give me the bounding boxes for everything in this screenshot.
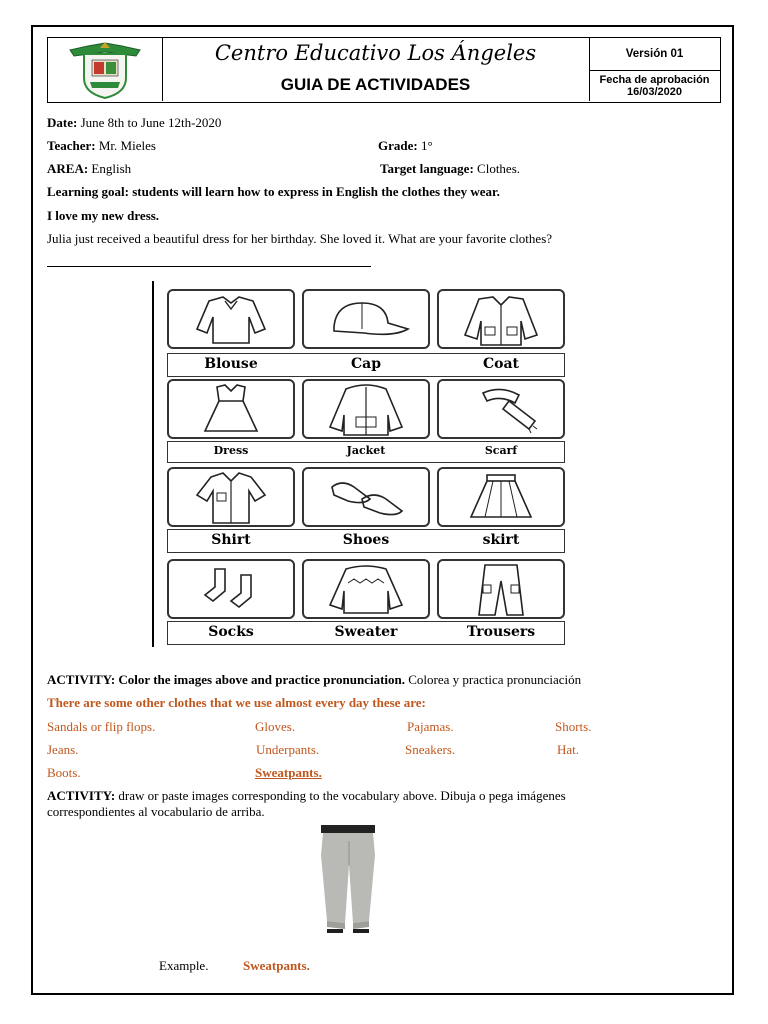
shirt-cell — [167, 467, 295, 527]
skirt-label: skirt — [482, 532, 520, 548]
skirt-cell — [437, 467, 565, 527]
doc-title: GUIA DE ACTIVIDADES — [280, 75, 471, 94]
grade-line — [378, 138, 433, 154]
approval-label: Fecha de aprobación — [599, 74, 710, 86]
vocab-item: Shorts. — [555, 719, 592, 734]
vocab-item-highlighted: Sweatpants. — [255, 765, 322, 780]
vocab-item: Sandals or flip flops. — [47, 719, 156, 734]
shirt-label: Shirt — [211, 532, 251, 548]
school-name: Centro Educativo Los Ángeles — [214, 41, 537, 65]
date-label: Date: — [47, 115, 78, 130]
sweater-cell — [302, 559, 430, 619]
example-label: Example. — [159, 958, 209, 973]
answer-line — [47, 266, 371, 267]
sweater-label: Sweater — [334, 624, 398, 640]
target-value: Clothes. — [473, 161, 521, 176]
date-line — [47, 115, 221, 131]
jacket-label: Jacket — [346, 444, 386, 457]
activity2-line1 — [47, 788, 566, 804]
vocab-item: Pajamas. — [407, 719, 454, 734]
blouse-label: Blouse — [204, 356, 258, 372]
area-label: AREA: — [47, 161, 89, 176]
area-value: English — [88, 161, 132, 176]
cap-icon — [304, 291, 428, 347]
clothes-grid — [152, 281, 572, 647]
vocab-item: Boots. — [47, 765, 81, 780]
cap-label: Cap — [350, 356, 381, 372]
grade-value: 1° — [417, 138, 433, 153]
jacket-cell — [302, 379, 430, 439]
activity2-line2: correspondientes al vocabulario de arriba. — [47, 804, 265, 819]
target-label: Target language: — [380, 161, 474, 176]
cap-cell — [302, 289, 430, 349]
vocab-item: Underpants. — [256, 742, 320, 757]
grade-label: Grade: — [378, 138, 418, 153]
area-line — [47, 161, 131, 177]
scarf-label: Scarf — [484, 444, 518, 457]
jacket-icon — [304, 381, 428, 437]
shoes-cell — [302, 467, 430, 527]
school-crest-icon — [48, 38, 162, 101]
blouse-cell — [167, 289, 295, 349]
coat-label: Coat — [482, 356, 520, 372]
grid-vertical-rule — [152, 281, 154, 647]
coat-icon — [439, 291, 563, 347]
activity1-line — [47, 672, 581, 688]
trousers-cell — [437, 559, 565, 619]
dress-label: Dress — [213, 444, 249, 457]
activity2-label: ACTIVITY: — [47, 788, 116, 803]
activity1-spanish: Colorea y practica pronunciación — [405, 672, 582, 687]
vocab-item: Hat. — [557, 742, 580, 757]
socks-label: Socks — [208, 624, 254, 640]
target-line — [380, 161, 520, 177]
worksheet-page — [31, 25, 734, 995]
example-line — [159, 958, 208, 974]
learning-goal: Learning goal: students will learn how to express in English the clothes they wear. — [47, 184, 500, 199]
reading-prompt: Julia just received a beautiful dress for her birthday. She loved it. What are your favorite clothes? — [47, 231, 553, 246]
blouse-icon — [169, 291, 293, 347]
vocab-item: Sneakers. — [405, 742, 456, 757]
activity1-instruction: Color the images above and practice pronunciation. — [115, 672, 406, 687]
activity2-text: draw or paste images corresponding to the vocabulary above. Dibuja o pega imágenes — [115, 788, 566, 803]
title-cell — [162, 38, 590, 101]
teacher-label: Teacher: — [47, 138, 96, 153]
scarf-icon — [439, 381, 563, 437]
shoes-label: Shoes — [342, 532, 390, 548]
teacher-value: Mr. Mieles — [95, 138, 156, 153]
date-value: June 8th to June 12th-2020 — [77, 115, 222, 130]
trousers-label: Trousers — [466, 624, 536, 640]
approval-cell — [589, 71, 720, 101]
reading-title: I love my new dress. — [47, 208, 160, 223]
example-word: Sweatpants. — [243, 958, 310, 973]
sweatpants-photo — [313, 825, 383, 933]
trousers-icon — [439, 561, 563, 617]
approval-date: 16/03/2020 — [626, 86, 683, 98]
socks-icon — [169, 561, 293, 617]
teacher-line — [47, 138, 156, 154]
shoes-icon — [304, 469, 428, 525]
activity1-label: ACTIVITY: — [47, 672, 116, 687]
dress-cell — [167, 379, 295, 439]
scarf-cell — [437, 379, 565, 439]
vocab-item: Gloves. — [255, 719, 296, 734]
version-cell: Versión 01 — [589, 38, 720, 71]
shirt-icon — [169, 469, 293, 525]
dress-icon — [169, 381, 293, 437]
header-table — [47, 37, 721, 103]
skirt-icon — [439, 469, 563, 525]
sweater-icon — [304, 561, 428, 617]
logo-cell — [48, 38, 163, 101]
coat-cell — [437, 289, 565, 349]
socks-cell — [167, 559, 295, 619]
other-clothes-intro: There are some other clothes that we use almost every day these are: — [47, 695, 426, 710]
vocab-item: Jeans. — [47, 742, 79, 757]
